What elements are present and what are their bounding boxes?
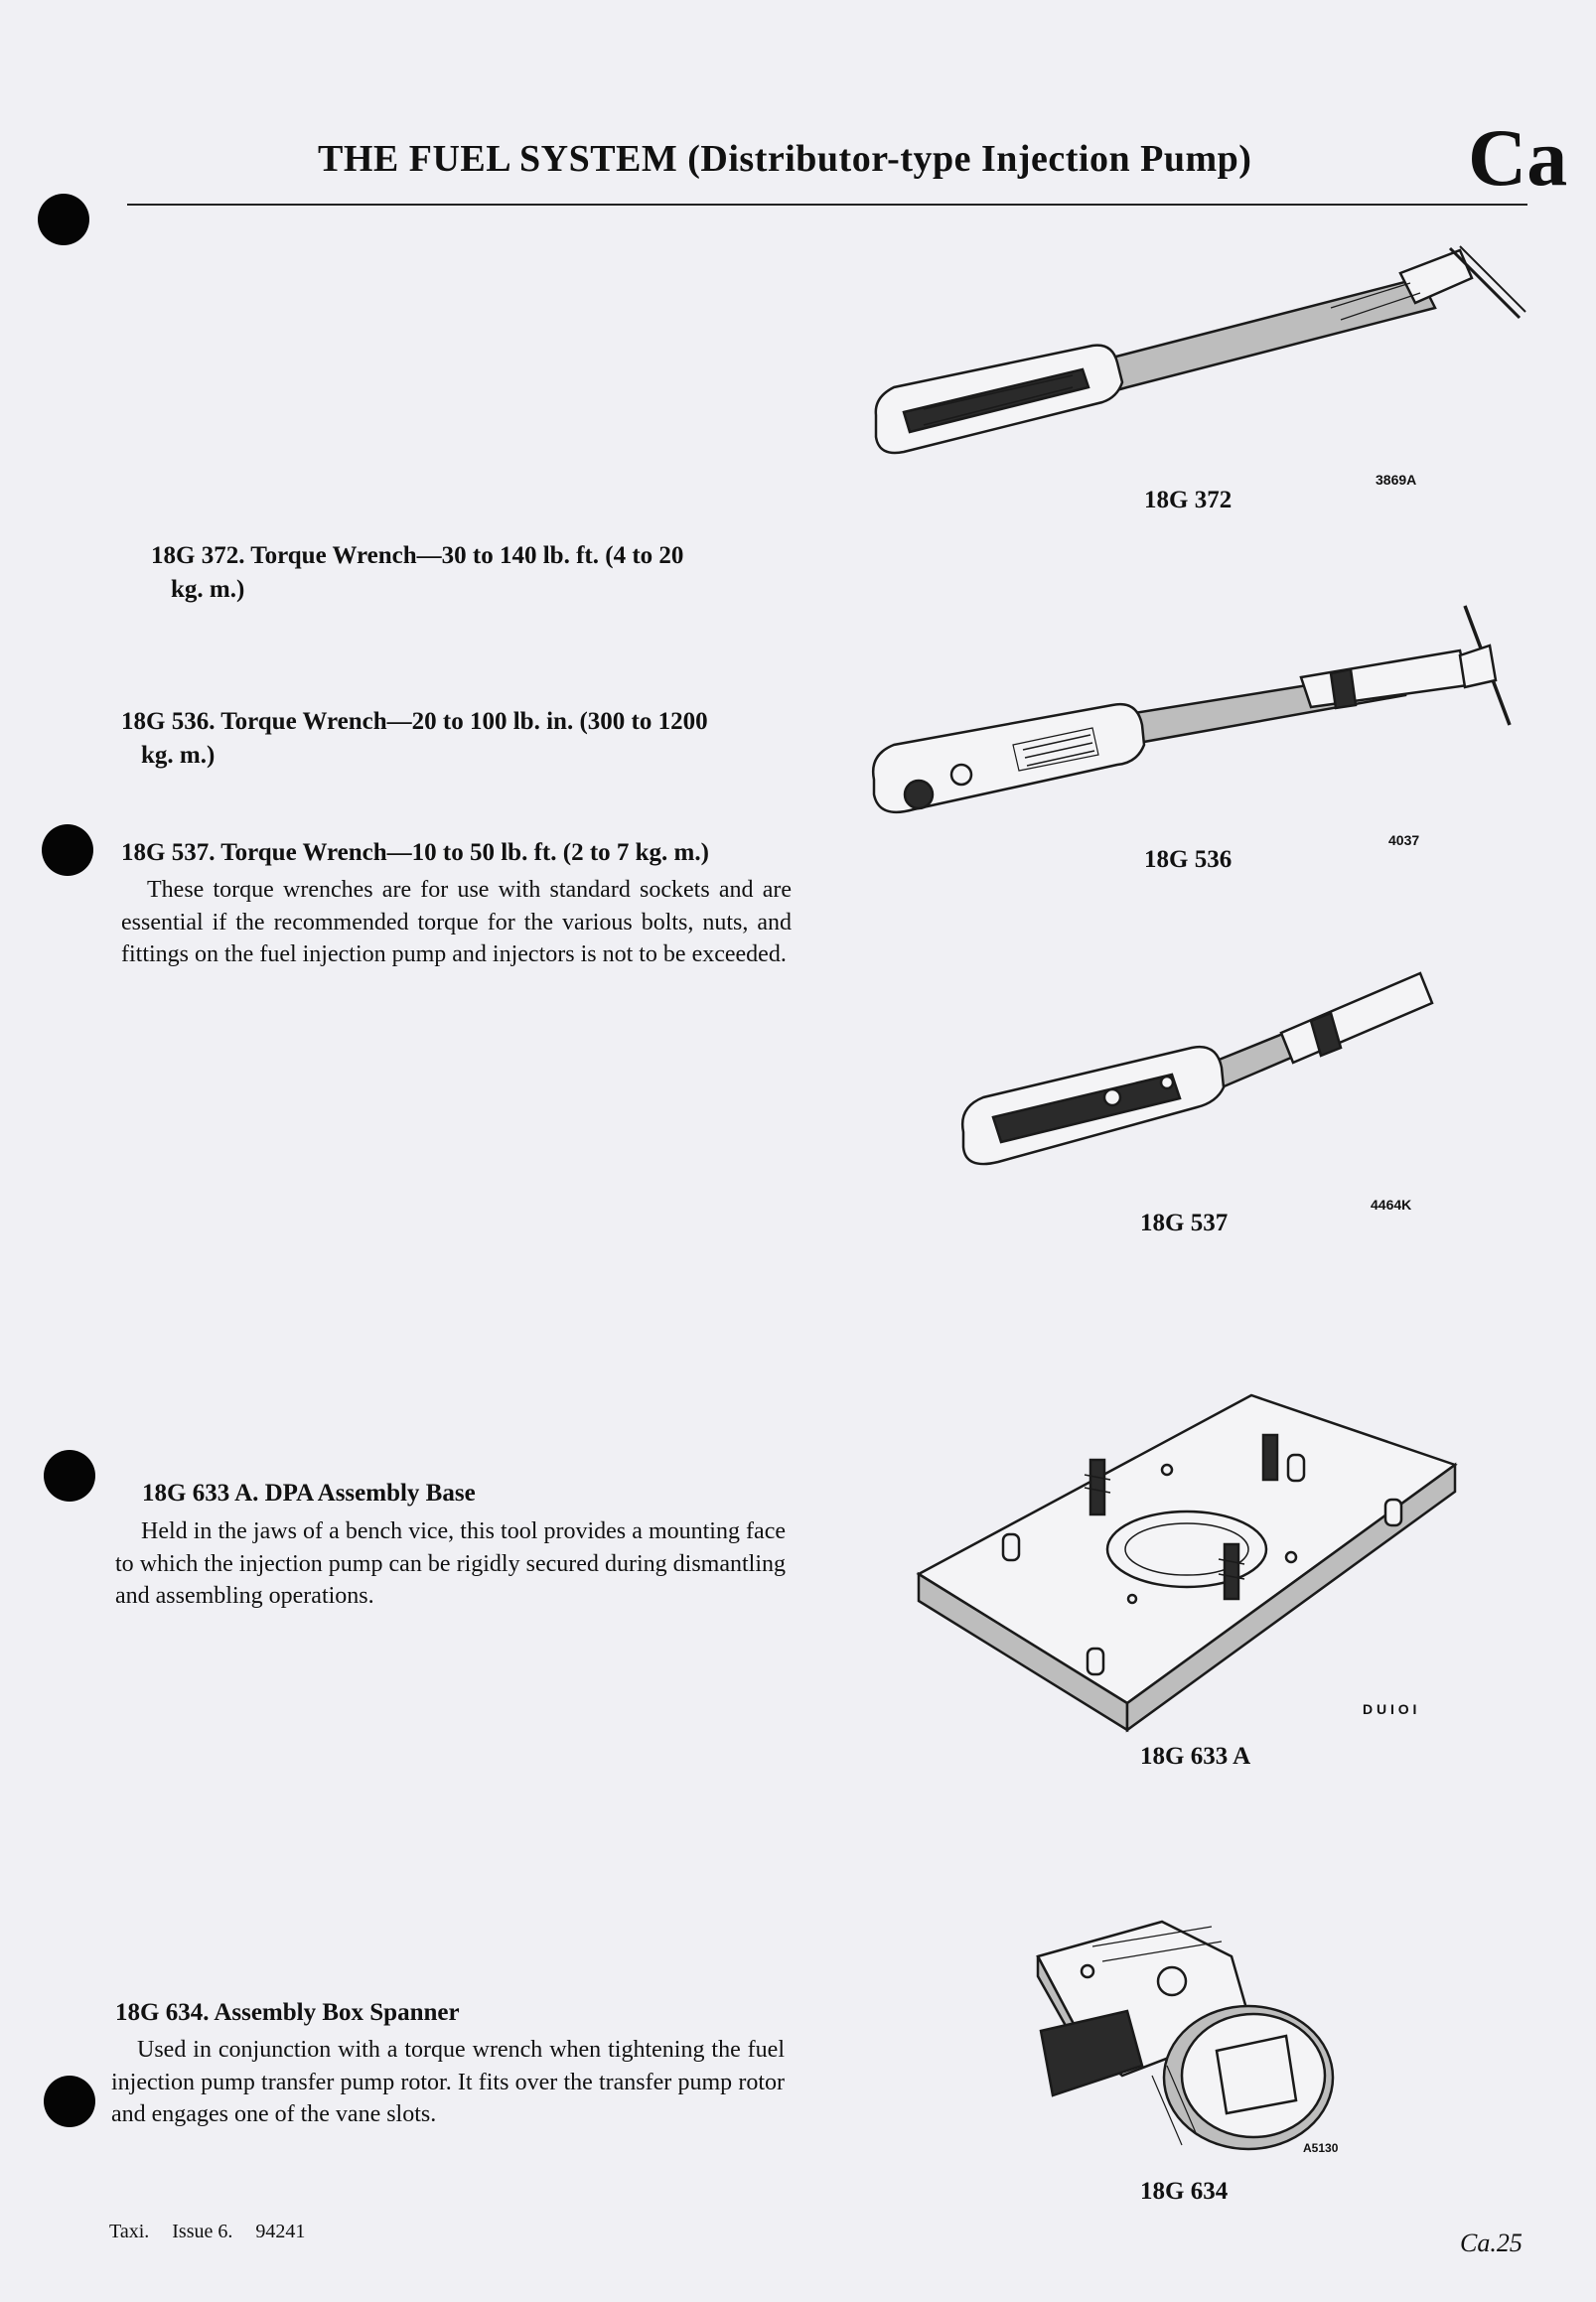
ref-code-3869a: 3869A [1376, 472, 1417, 488]
torque-wrench-18g-537-illustration [953, 953, 1450, 1192]
footer-issue: Issue 6. [172, 2221, 233, 2242]
caption-18g-633a: 18G 633 A [1140, 1743, 1251, 1770]
page-number: Ca.25 [1460, 2229, 1523, 2257]
caption-18g-634: 18G 634 [1140, 2178, 1229, 2205]
ref-code-dui01: D U I O I [1363, 1701, 1417, 1717]
ref-code-4464k: 4464K [1371, 1197, 1412, 1213]
punch-hole [38, 194, 89, 245]
item-heading-18g-372: 18G 372. Torque Wrench—30 to 140 lb. ft. (4 to 20 kg. m.) [151, 542, 684, 603]
header-rule [127, 204, 1527, 206]
punch-hole [44, 2076, 95, 2127]
caption-18g-537: 18G 537 [1140, 1210, 1229, 1236]
box-spanner-18g-634-illustration [1033, 1917, 1361, 2175]
punch-hole [42, 824, 93, 876]
footer-number: 94241 [255, 2221, 306, 2242]
caption-18g-536: 18G 536 [1144, 846, 1233, 873]
caption-18g-372: 18G 372 [1144, 487, 1233, 513]
item-heading-18g-536: 18G 536. Torque Wrench—20 to 100 lb. in. (300 to 1200 kg. m.) [121, 708, 708, 769]
item-description-assembly-base: Held in the jaws of a bench vice, this tool provides a mounting face to which the injection pump can be rigidly secured during dismantling and assembling operations. [115, 1518, 786, 1609]
footer-publication-info [109, 2221, 323, 2243]
torque-wrench-18g-372-illustration [864, 238, 1529, 477]
item-description-torque-wrenches: These torque wrenches are for use with standard sockets and are essential if the recommended torque for the various bolts, nuts, and fittings on the fuel injection pump and injectors is not to be exceeded. [121, 877, 792, 967]
ref-code-4037: 4037 [1388, 832, 1420, 848]
page-title: THE FUEL SYSTEM (Distributor-type Injection Pump) [318, 138, 1252, 180]
item-heading-18g-634: 18G 634. Assembly Box Spanner [115, 1999, 460, 2026]
section-code: Ca [1468, 112, 1568, 203]
item-description-assembly-box-spanner: Used in conjunction with a torque wrench when tightening the fuel injection pump transfer pump rotor. It fits over the transfer pump rotor and engages one of the vane slots. [111, 2037, 785, 2127]
item-heading-18g-537: 18G 537. Torque Wrench—10 to 50 lb. ft. (2 to 7 kg. m.) [121, 839, 709, 866]
torque-wrench-18g-536-illustration [864, 596, 1529, 834]
footer-publication: Taxi. [109, 2221, 150, 2242]
ref-code-a5130: A5130 [1303, 2141, 1339, 2155]
item-heading-18g-633a: 18G 633 A. DPA Assembly Base [142, 1480, 476, 1507]
assembly-base-18g-633a-illustration [909, 1380, 1465, 1738]
punch-hole [44, 1450, 95, 1502]
